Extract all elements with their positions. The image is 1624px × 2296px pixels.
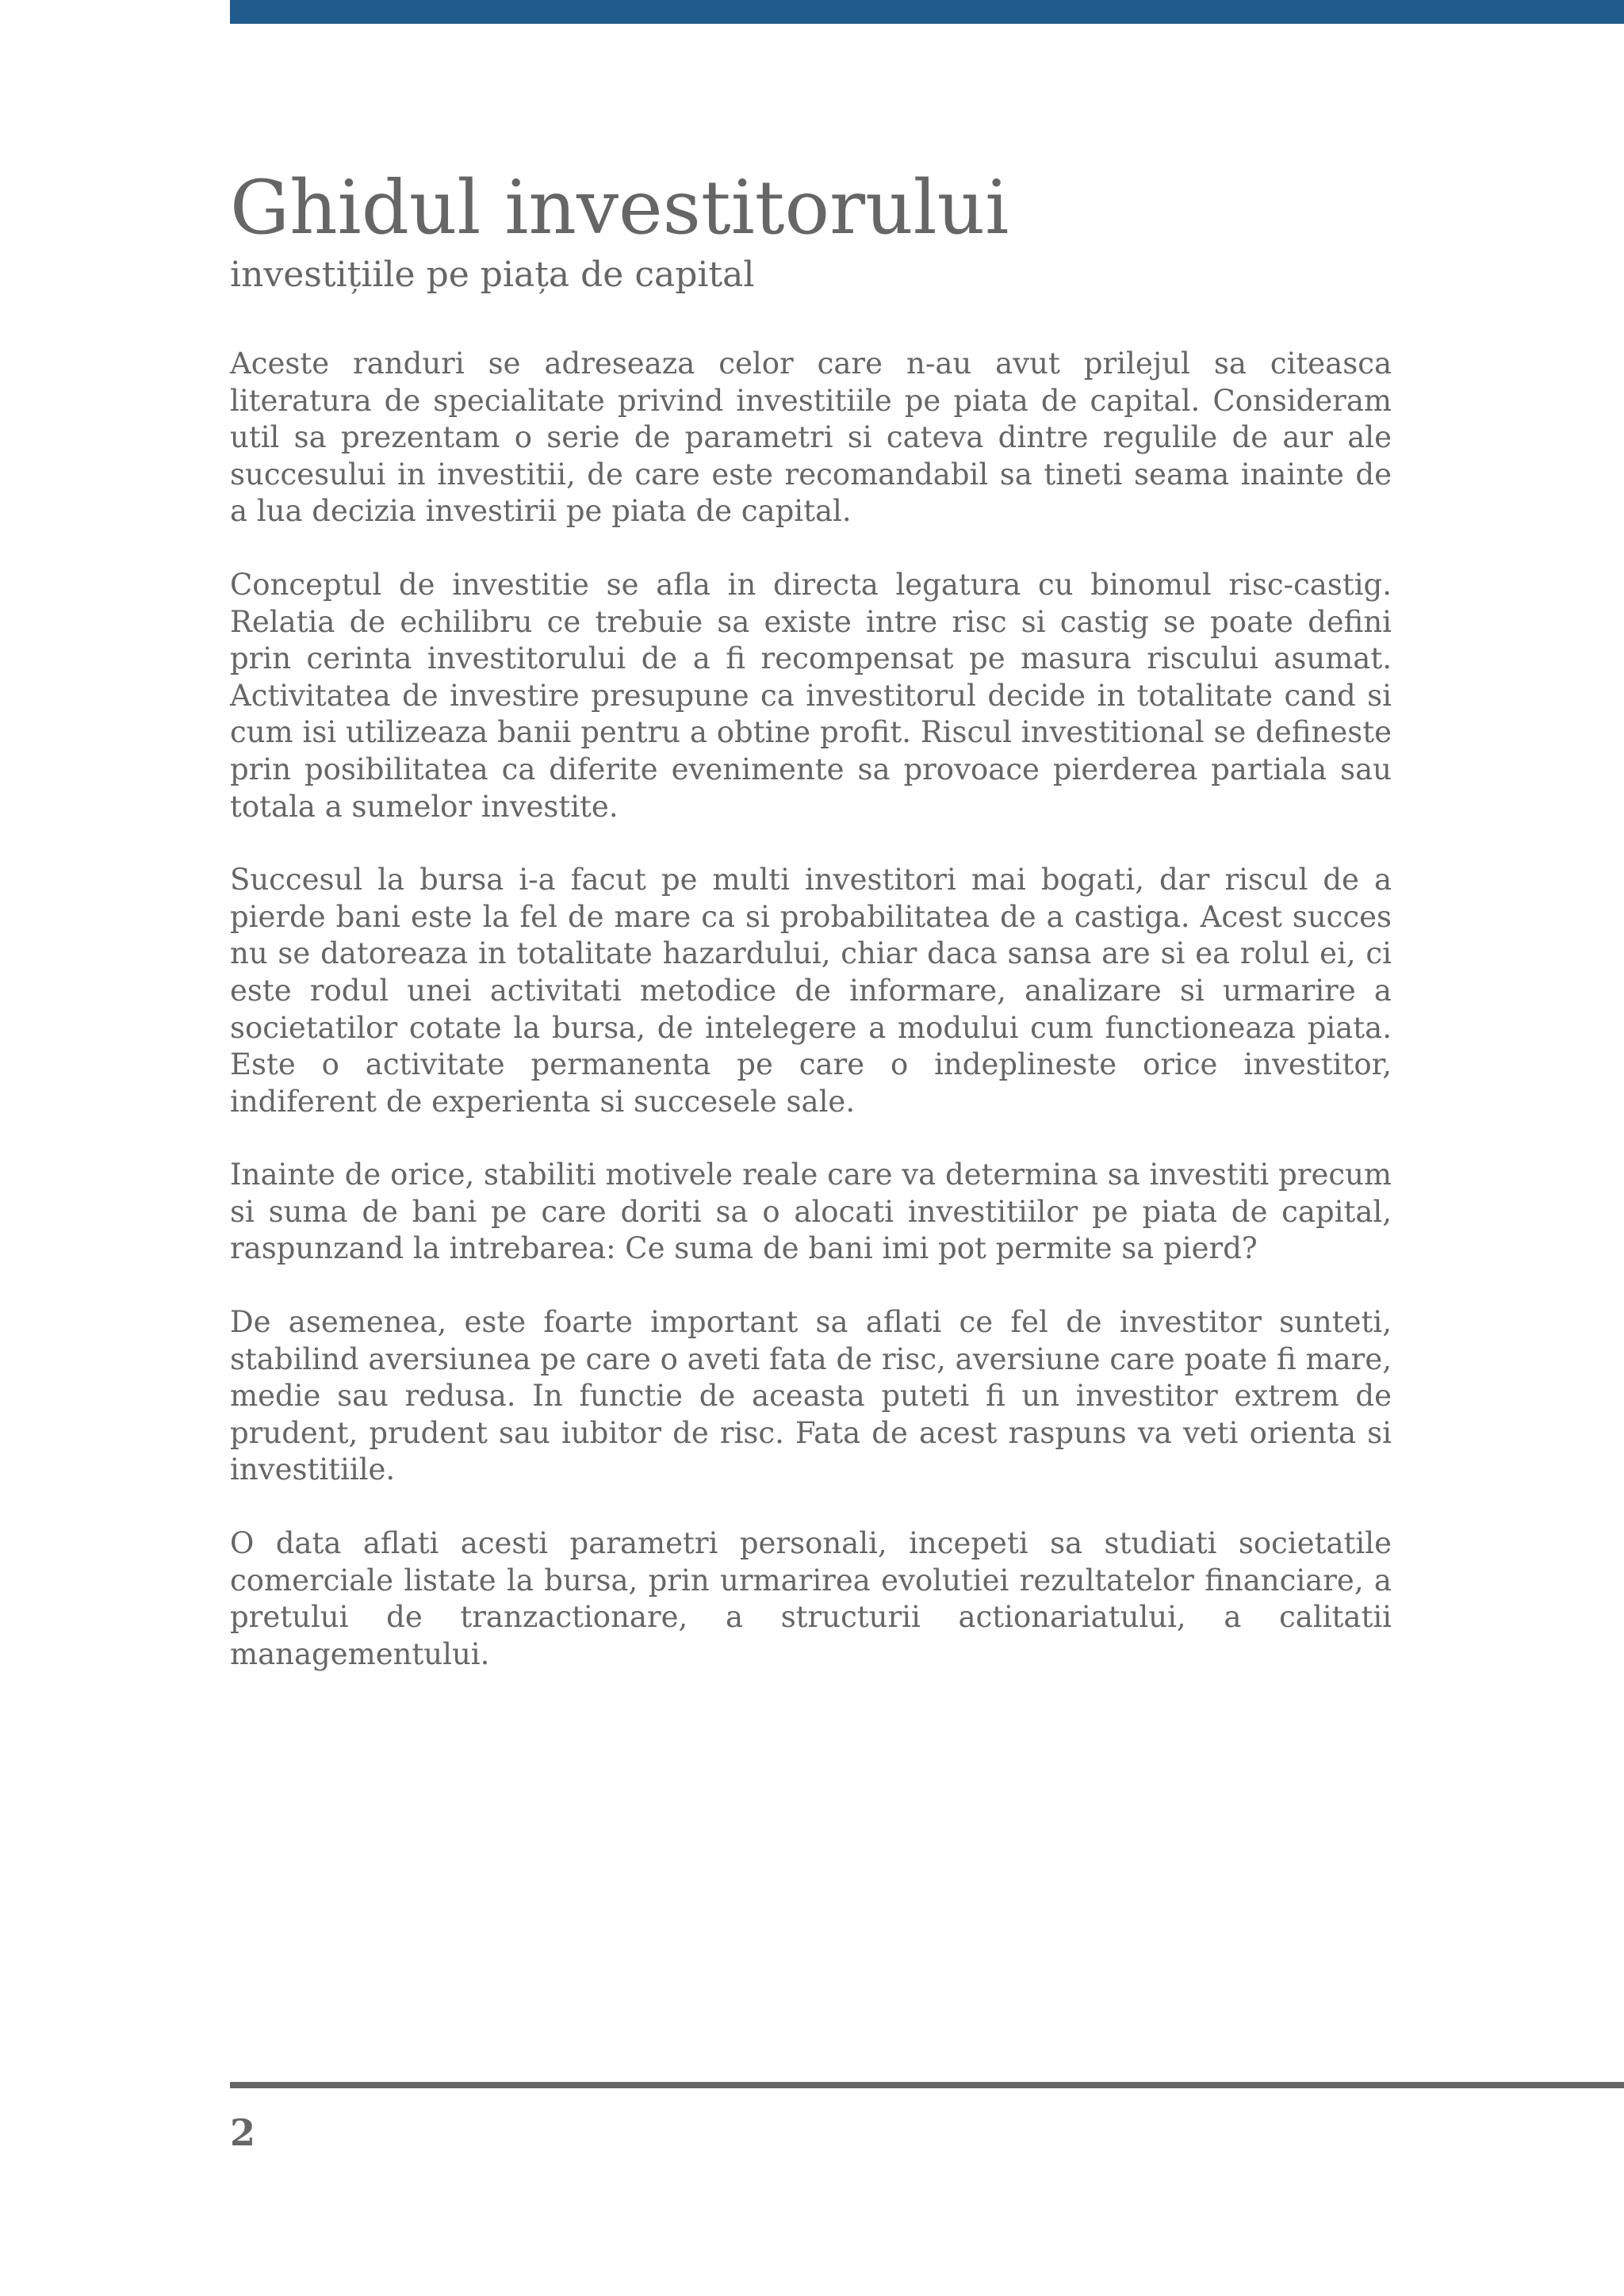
paragraph-success: Succesul la bursa i-a facut pe multi investitori mai bogati, dar riscul de a pierde bani este la fel de mare ca si probabilitatea de a castiga. Acest succes nu se datoreaza in totalitate hazardului, chiar daca sansa are si ea rolul ei, ci este rodul unei activitati metodice de informare, analizare si urmarire a societatilor cotate la bursa, de intelegere a modului cum functioneaza piata. Este o activitate permanenta pe care o indeplineste orice investitor, indiferent de experienta si succesele sale. [230, 863, 1392, 1119]
paragraph-investor-type: De asemenea, este foarte important sa aflati ce fel de investitor sunteti, stabilind aversiunea pe care o aveti fata de risc, aversiune care poate fi mare, medie sau redusa. In functie de aceasta puteti fi un investitor extrem de prudent, prudent sau iubitor de risc. Fata de acest raspuns va veti orienta si investitiile. [230, 1305, 1392, 1487]
page-number: 2 [230, 2111, 256, 2154]
header-accent-bar [230, 0, 1624, 24]
paragraph-intro: Aceste randuri se adreseaza celor care n-au avut prilejul sa citeasca literatura de specialitate privind investitiile pe piata de capital. Consideram util sa prezentam o serie de parametri si cateva dintre regulile de aur ale succesului in investitii, de care este recomandabil sa tineti seama inainte de a lua decizia investirii pe piata de capital. [230, 346, 1392, 529]
footer-divider [230, 2082, 1624, 2088]
page-content [230, 163, 1392, 1709]
body-text [230, 346, 1392, 1673]
page-title: Ghidul investitorului [230, 165, 1009, 251]
paragraph-risk-gain: Conceptul de investitie se afla in directa legatura cu binomul risc-castig. Relatia de echilibru ce trebuie sa existe intre risc si castig se poate defini prin cerinta investitorului de a fi recompensat pe masura riscului asumat. Activitatea de investire presupune ca investitorul decide in totalitate cand si cum isi utilizeaza banii pentru a obtine profit. Riscul investitional se defineste prin posibilitatea ca diferite evenimente sa provoace pierderea partiala sau totala a sumelor investite. [230, 567, 1392, 824]
paragraph-study-companies: O data aflati acesti parametri personali, incepeti sa studiati societatile comerciale listate la bursa, prin urmarirea evolutiei rezultatelor financiare, a pretului de tranzactionare, a structurii actionariatului, a calitatii managementului. [230, 1526, 1392, 1671]
page-subtitle: investițiile pe piața de capital [230, 254, 755, 295]
paragraph-motives: Inainte de orice, stabiliti motivele reale care va determina sa investiti precum si suma de bani pe care doriti sa o alocati investitiilor pe piata de capital, raspunzand la intrebarea: Ce suma de bani imi pot permite sa pierd? [230, 1158, 1392, 1266]
